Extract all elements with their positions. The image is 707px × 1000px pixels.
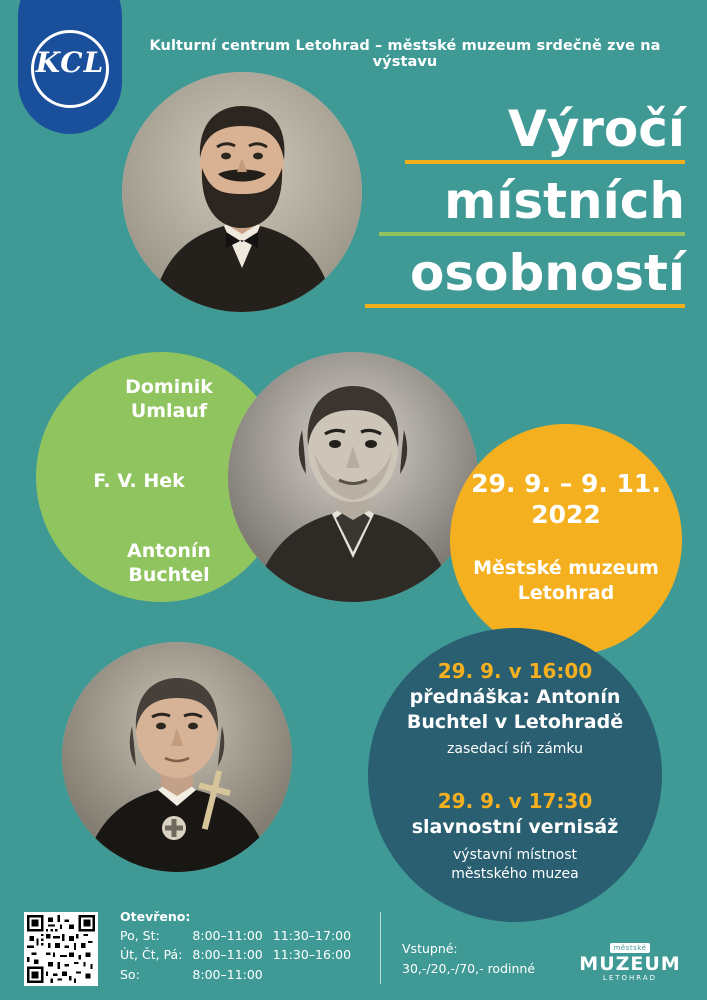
hours-morning: 8:00–11:00 xyxy=(192,966,263,982)
footer xyxy=(0,882,707,1000)
admission-heading: Vstupné: xyxy=(402,941,458,957)
portrait-photo-2 xyxy=(228,352,478,602)
museum-logo-middle: MUZEUM xyxy=(579,953,681,975)
hours-morning: 8:00–11:00 xyxy=(192,947,263,963)
exhibition-dates-line2: 2022 xyxy=(531,500,601,530)
hours-morning: 8:00–11:00 xyxy=(192,927,263,943)
qr-code[interactable] xyxy=(24,912,98,986)
person-name-1-line2: Umlauf xyxy=(130,399,208,422)
title-line-2: místních xyxy=(365,176,685,236)
table-row xyxy=(120,926,361,945)
program-event-2-time: 29. 9. v 17:30 xyxy=(437,789,593,813)
program-event-2 xyxy=(368,788,662,883)
program-event-2-title: slavnostní vernisáž xyxy=(411,816,619,838)
page-title xyxy=(365,100,685,320)
opening-hours xyxy=(120,907,361,985)
museum-logo xyxy=(575,935,685,982)
exhibition-venue xyxy=(450,556,682,605)
exhibition-dates xyxy=(450,468,682,531)
person-name-1-line1: Dominik xyxy=(125,376,213,398)
opening-hours-heading: Otevřeno: xyxy=(120,908,191,924)
portrait-photo-1 xyxy=(122,72,362,312)
invitation-line: Kulturní centrum Letohrad – městské muzeum srdečně zve na výstavu xyxy=(149,38,661,70)
hours-afternoon: 11:30–17:00 xyxy=(272,927,352,943)
program-event-1-title-line2: Buchtel v Letohradě xyxy=(406,710,624,733)
portrait-photo-3 xyxy=(62,642,292,872)
museum-logo-bottom: LETOHRAD xyxy=(602,974,658,982)
program-event-1 xyxy=(368,658,662,759)
kcl-logo xyxy=(18,0,122,134)
kcl-logo-label: KCL xyxy=(35,46,105,79)
program-circle xyxy=(368,628,662,922)
admission-values: 30,-/20,-/70,- rodinné xyxy=(402,960,536,976)
person-name-3-line1: Antonín xyxy=(127,540,211,562)
date-circle xyxy=(450,424,682,656)
table-row xyxy=(120,965,361,984)
exhibition-venue-line2: Letohrad xyxy=(517,581,615,604)
program-event-1-title xyxy=(368,685,662,734)
hours-days: So: xyxy=(120,966,140,982)
hours-days: Po, St: xyxy=(120,927,160,943)
hours-days: Út, Čt, Pá: xyxy=(120,947,183,963)
hours-afternoon: 11:30–16:00 xyxy=(272,947,352,963)
title-line-3: osobností xyxy=(365,248,685,308)
admission xyxy=(402,939,535,978)
hours-afternoon xyxy=(273,965,361,984)
program-event-2-note xyxy=(368,846,662,884)
program-event-2-note-line2: městského muzea xyxy=(451,865,579,882)
program-event-1-time: 29. 9. v 16:00 xyxy=(437,659,593,683)
person-name-2: F. V. Hek xyxy=(93,470,185,492)
museum-logo-top: městské xyxy=(610,943,651,953)
table-row xyxy=(120,945,361,964)
program-event-1-note: zasedací síň zámku xyxy=(447,741,583,758)
exhibition-dates-line1: 29. 9. – 9. 11. xyxy=(471,469,661,498)
opening-hours-table xyxy=(120,926,361,984)
exhibition-venue-line1: Městské muzeum xyxy=(473,557,659,579)
footer-divider xyxy=(380,912,381,984)
title-line-1: Výročí xyxy=(365,104,685,164)
program-event-1-title-line1: přednáška: Antonín xyxy=(409,686,621,708)
program-event-2-note-line1: výstavní místnost xyxy=(453,846,577,863)
person-name-3-line2: Buchtel xyxy=(128,563,210,586)
